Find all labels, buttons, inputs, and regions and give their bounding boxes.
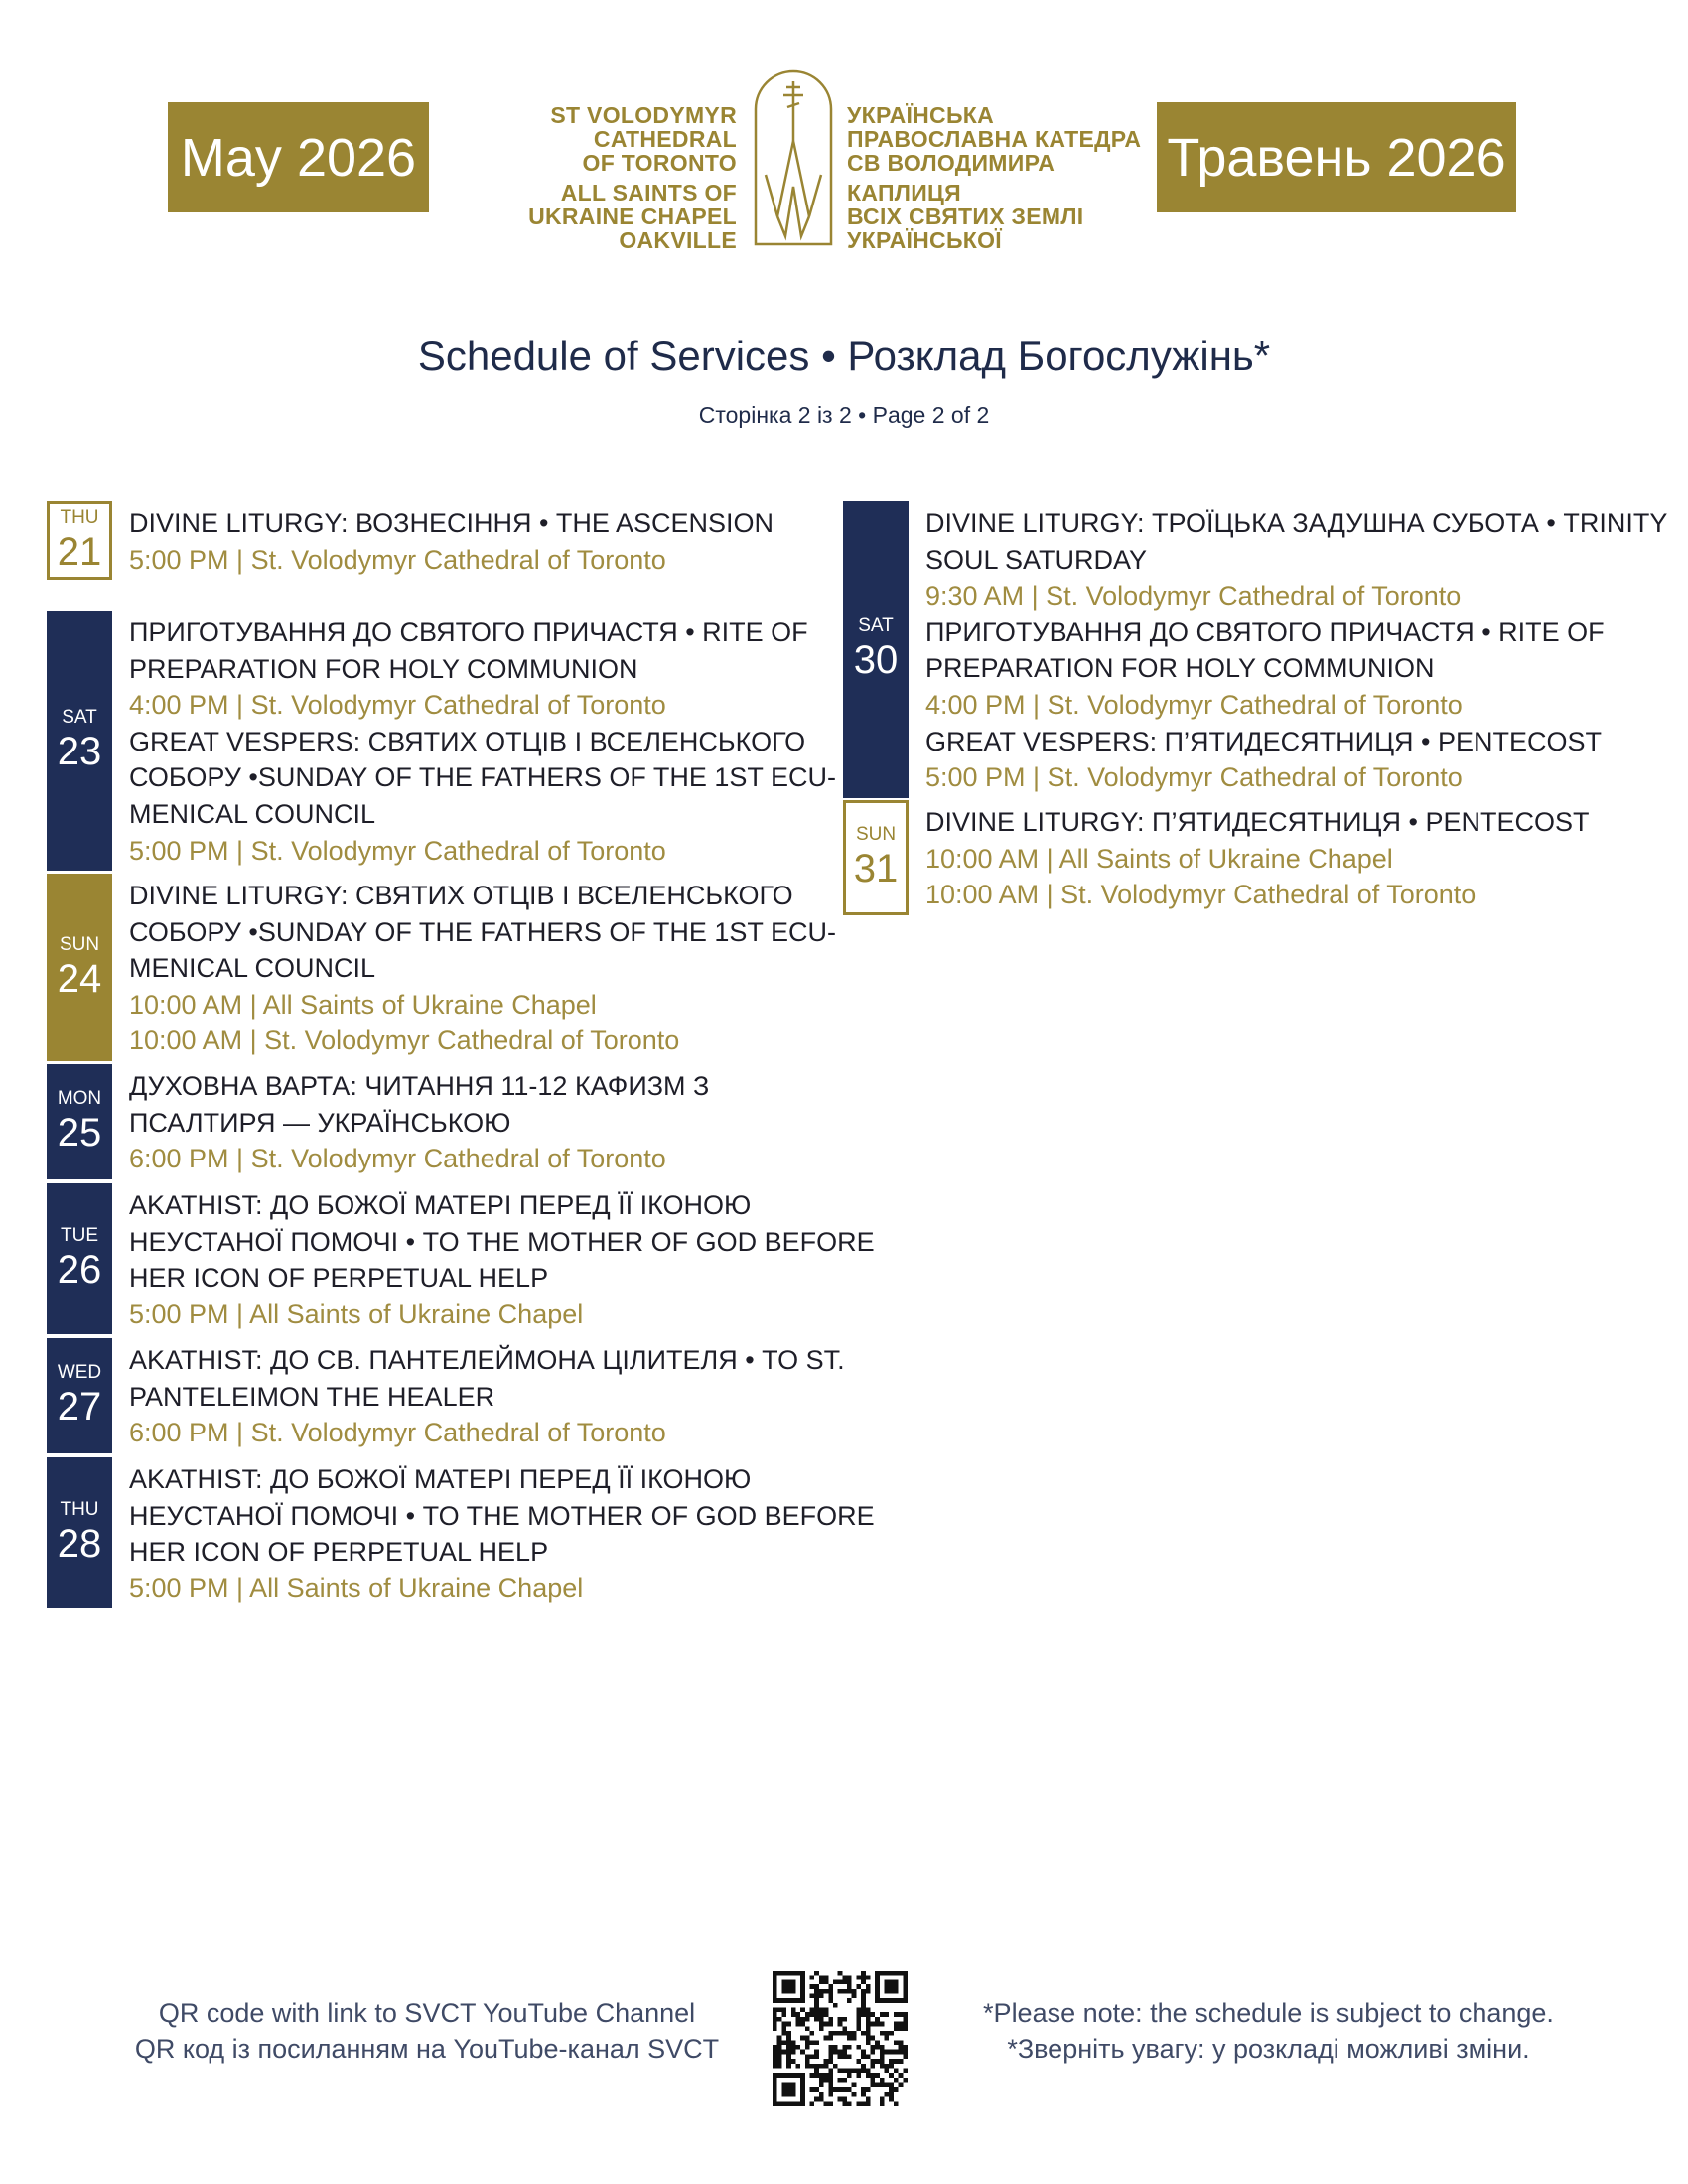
day-of-week: THU: [60, 1499, 99, 1521]
service-list: [129, 1183, 875, 1334]
service-title: НЕУСТАНОЇ ПОМОЧІ • TO THE MOTHER OF GOD BEFORE: [129, 1500, 875, 1531]
service-list: [925, 800, 1590, 915]
service-time-location: 10:00 AM | St. Volodymyr Cathedral of Toronto: [925, 880, 1477, 910]
day-number: 24: [57, 956, 102, 1001]
day-entry-23: [47, 611, 836, 871]
logo-line: ВСІХ СВЯТИХ ЗЕМЛІ: [847, 204, 1084, 229]
date-box: [47, 1457, 112, 1608]
logo-line: CATHEDRAL: [593, 126, 737, 152]
logo-line: ПРАВОСЛАВНА КАТЕДРА: [847, 126, 1142, 152]
day-entry-26: [47, 1183, 875, 1334]
day-entry-31: [843, 800, 1590, 915]
service-title: DIVINE LITURGY: ТРОЇЦЬКА ЗАДУШНА СУБОТА • TRINITY: [925, 508, 1668, 538]
service-time-location: 10:00 AM | All Saints of Ukraine Chapel: [925, 843, 1393, 874]
service-title: PANTELEIMON THE HEALER: [129, 1381, 495, 1412]
logo-line: ST VOLODYMYR: [550, 102, 737, 128]
service-title: PREPARATION FOR HOLY COMMUNION: [129, 653, 638, 684]
logo-text-english: [528, 103, 737, 252]
service-time-location: 5:00 PM | St. Volodymyr Cathedral of Toronto: [925, 762, 1463, 793]
qr-caption-en: QR code with link to SVCT YouTube Channel: [158, 1998, 696, 2028]
service-title: AKATHIST: ДО СВ. ПАНТЕЛЕЙМОНА ЦІЛИТЕЛЯ • TO ST.: [129, 1345, 845, 1375]
date-box: [47, 501, 112, 580]
date-box: [47, 874, 112, 1061]
logo-line: УКРАЇНСЬКА: [847, 102, 995, 128]
service-time-location: 4:00 PM | St. Volodymyr Cathedral of Toronto: [129, 690, 666, 721]
service-title: ДУХОВНА ВАРТА: ЧИТАННЯ 11-12 КАФИЗМ З: [129, 1071, 710, 1101]
date-box: [47, 1064, 112, 1179]
service-title: MENICAL COUNCIL: [129, 798, 376, 829]
service-time-location: 6:00 PM | St. Volodymyr Cathedral of Toronto: [129, 1418, 666, 1448]
service-title: MENICAL COUNCIL: [129, 953, 376, 984]
day-entry-27: [47, 1338, 845, 1453]
service-title: HER ICON OF PERPETUAL HELP: [129, 1537, 549, 1568]
logo-line: УКРАЇНСЬКОЇ: [847, 227, 1002, 253]
service-title: ПРИГОТУВАННЯ ДО СВЯТОГО ПРИЧАСТЯ • RITE OF: [925, 616, 1605, 647]
day-entry-24: [47, 874, 836, 1061]
service-title: СОБОРУ •SUNDAY OF THE FATHERS OF THE 1ST ECU-: [129, 762, 836, 793]
day-entry-21: [47, 501, 774, 580]
logo-text-ukrainian: [847, 103, 1141, 252]
logo-line: OAKVILLE: [619, 227, 737, 253]
month-badge-uk: Травень 2026: [1157, 102, 1516, 212]
service-title: НЕУСТАНОЇ ПОМОЧІ • TO THE MOTHER OF GOD BEFORE: [129, 1226, 875, 1257]
service-title: ПСАЛТИРЯ — УКРАЇНСЬКОЮ: [129, 1107, 511, 1138]
date-box: [47, 611, 112, 871]
logo-line: OF TORONTO: [582, 150, 737, 176]
schedule-note: [909, 1995, 1628, 2067]
day-entry-28: [47, 1457, 875, 1608]
service-title: AKATHIST: ДО БОЖОЇ МАТЕРІ ПЕРЕД ЇЇ ІКОНОЮ: [129, 1464, 752, 1494]
date-box: [843, 501, 909, 798]
service-list: [129, 611, 836, 871]
service-time-location: 4:00 PM | St. Volodymyr Cathedral of Toronto: [925, 689, 1463, 720]
service-title: DIVINE LITURGY: ВОЗНЕСІННЯ • THE ASCENSION: [129, 508, 774, 538]
day-number: 26: [57, 1248, 102, 1293]
day-entry-30: [843, 501, 1667, 798]
service-time-location: 5:00 PM | All Saints of Ukraine Chapel: [129, 1298, 584, 1329]
day-number: 25: [57, 1110, 102, 1155]
cathedral-logo-icon: [752, 68, 835, 248]
service-time-location: 5:00 PM | St. Volodymyr Cathedral of Toronto: [129, 835, 666, 866]
day-of-week: MON: [57, 1087, 102, 1109]
service-list: [925, 501, 1667, 798]
day-entry-25: [47, 1064, 709, 1179]
day-of-week: SUN: [59, 933, 100, 955]
date-box: [47, 1338, 112, 1453]
logo-line: СВ ВОЛОДИМИРА: [847, 150, 1055, 176]
service-title: SOUL SATURDAY: [925, 544, 1148, 575]
service-title: DIVINE LITURGY: П’ЯТИДЕСЯТНИЦЯ • PENTECOST: [925, 807, 1590, 837]
service-title: GREAT VESPERS: СВЯТИХ ОТЦІВ І ВСЕЛЕНСЬКОГО: [129, 726, 806, 756]
service-time-location: 10:00 AM | St. Volodymyr Cathedral of Toronto: [129, 1025, 680, 1056]
day-of-week: TUE: [61, 1225, 98, 1247]
service-list: [129, 874, 836, 1061]
day-number: 28: [57, 1522, 102, 1567]
service-title: СОБОРУ •SUNDAY OF THE FATHERS OF THE 1ST ECU-: [129, 916, 836, 947]
page-subtitle: Сторінка 2 із 2 • Page 2 of 2: [698, 402, 990, 428]
service-time-location: 9:30 AM | St. Volodymyr Cathedral of Toronto: [925, 581, 1462, 612]
day-of-week: WED: [57, 1361, 102, 1383]
service-title: DIVINE LITURGY: СВЯТИХ ОТЦІВ І ВСЕЛЕНСЬКОГО: [129, 881, 793, 910]
qr-code-icon[interactable]: [773, 1971, 908, 2106]
qr-caption-uk: QR код із посиланням на YouTube-канал SVCT: [134, 2034, 720, 2064]
service-time-location: 10:00 AM | All Saints of Ukraine Chapel: [129, 989, 597, 1020]
service-title: ПРИГОТУВАННЯ ДО СВЯТОГО ПРИЧАСТЯ • RITE OF: [129, 617, 808, 647]
date-box: [47, 1183, 112, 1334]
day-number: 31: [853, 846, 899, 890]
service-list: [129, 1457, 875, 1608]
service-title: PREPARATION FOR HOLY COMMUNION: [925, 653, 1435, 684]
service-list: [129, 501, 774, 580]
day-of-week: SAT: [62, 707, 97, 729]
service-list: [129, 1064, 709, 1179]
service-time-location: 6:00 PM | St. Volodymyr Cathedral of Toronto: [129, 1144, 666, 1174]
day-number: 21: [57, 529, 102, 574]
service-title: AKATHIST: ДО БОЖОЇ МАТЕРІ ПЕРЕД ЇЇ ІКОНОЮ: [129, 1190, 752, 1220]
logo-line: UKRAINE CHAPEL: [528, 204, 737, 229]
day-number: 23: [57, 730, 102, 774]
page-title: Schedule of Services • Розклад Богослужінь*: [417, 333, 1271, 379]
day-of-week: THU: [60, 506, 99, 528]
day-number: 27: [57, 1384, 102, 1429]
qr-caption: [0, 1995, 854, 2067]
service-list: [129, 1338, 845, 1453]
service-title: HER ICON OF PERPETUAL HELP: [129, 1263, 549, 1294]
day-number: 30: [853, 638, 899, 683]
note-en: *Please note: the schedule is subject to change.: [983, 1998, 1554, 2028]
note-uk: *Зверніть увагу: у розкладі можливі зміни.: [1007, 2034, 1530, 2064]
service-title: GREAT VESPERS: П’ЯТИДЕСЯТНИЦЯ • PENTECOST: [925, 726, 1603, 756]
month-badge-en: May 2026: [168, 102, 429, 212]
day-of-week: SUN: [855, 823, 897, 845]
logo-line: ALL SAINTS OF: [560, 180, 737, 205]
service-time-location: 5:00 PM | All Saints of Ukraine Chapel: [129, 1572, 584, 1603]
logo-line: КАПЛИЦЯ: [847, 180, 961, 205]
service-time-location: 5:00 PM | St. Volodymyr Cathedral of Toronto: [129, 544, 666, 575]
date-box: [843, 800, 909, 915]
day-of-week: SAT: [858, 615, 894, 637]
